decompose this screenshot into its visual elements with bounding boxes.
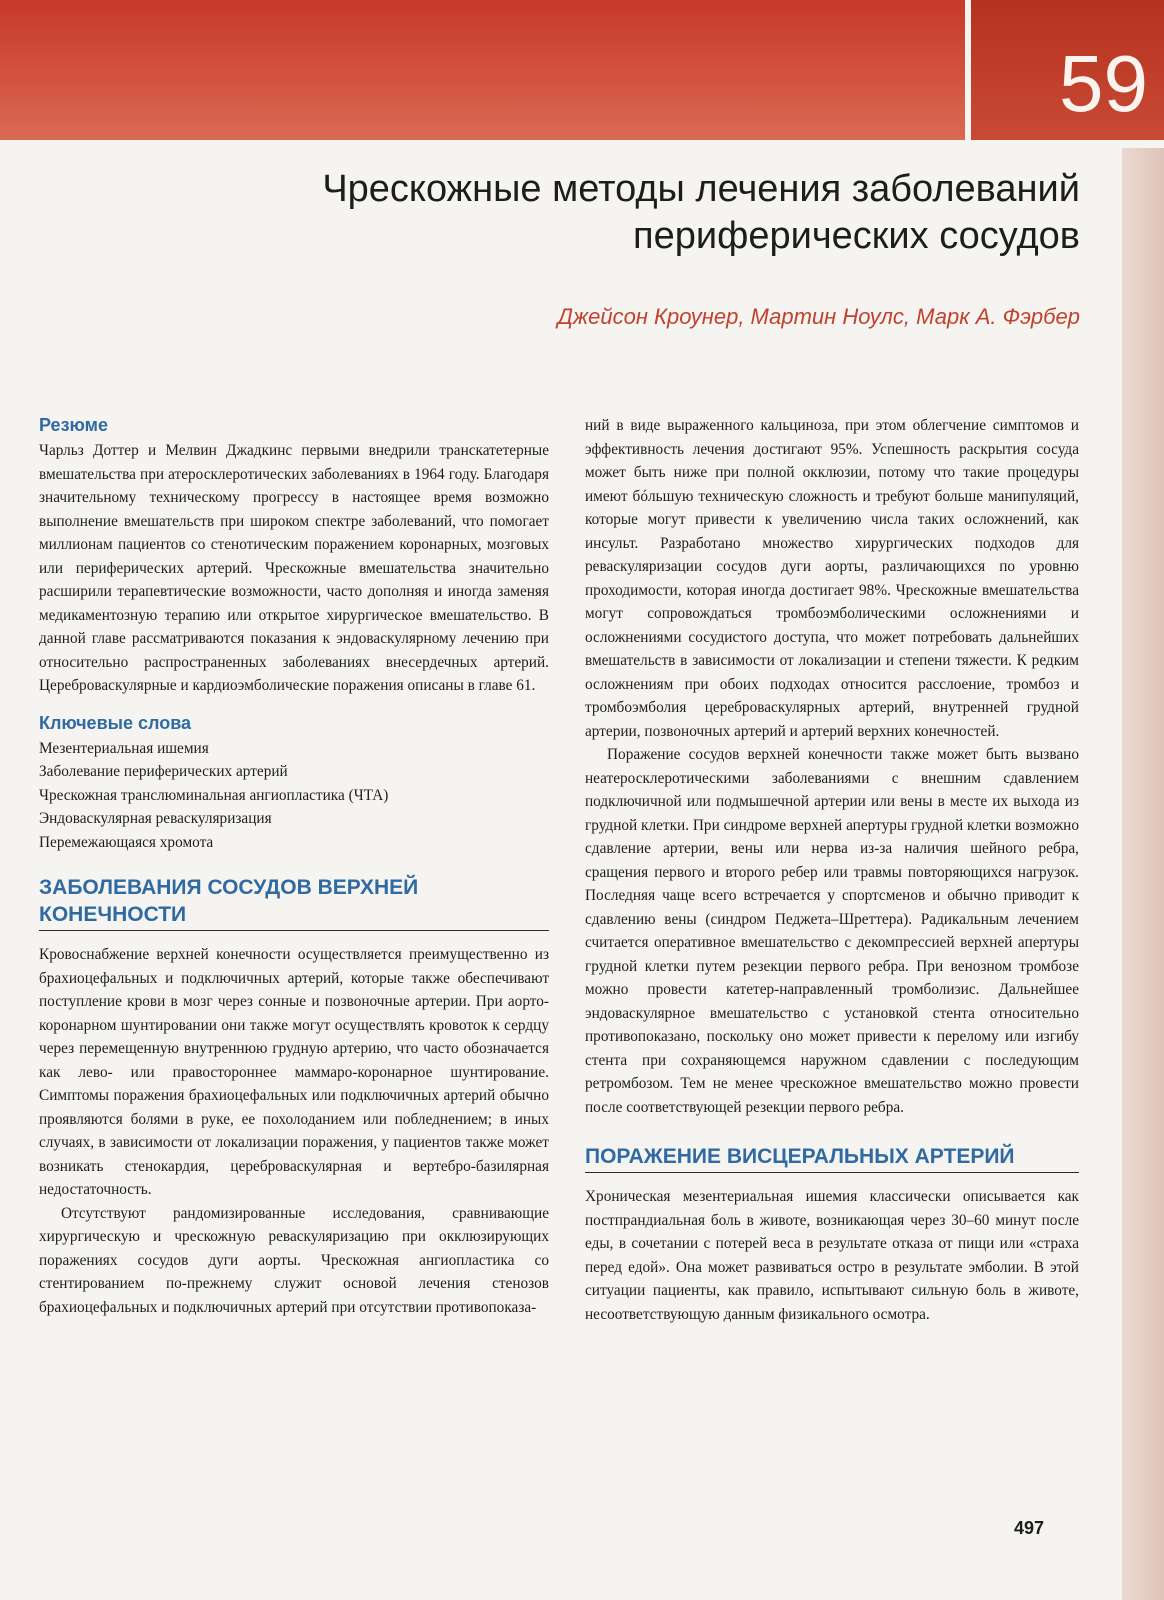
summary-heading: Резюме bbox=[39, 415, 108, 435]
section-paragraph: Кровоснабжение верхней конечности осуществляется преимущественно из брахиоцефальных и подключичных артерий, которые также обеспечивают поступление крови в мозг через сонные и позвоночные артерии. При аорто-коронарном шунтировании они также могут осуществлять кровоток к сердцу через перемещенную внутреннюю грудную артерию, что часто обозначается как лево- или правостороннее маммаро-коронарное шунтирование. Симптомы поражения брахиоцефальных или подключичных артерий обычно проявляются болями в руке, ее похолоданием или побледнением; в иных случаях, в зависимости от локализации поражения, у пациентов также может возникать стенокардия, цереброваскулярная и вертебро-базилярная недостаточность. bbox=[39, 946, 549, 1198]
section-paragraph: ний в виде выраженного кальциноза, при этом облегчение симптомов и эффективность лечения достигают 95%. Успешность раскрытия сосуда может быть ниже при полной окклюзии, потому что такие процедуры имеют бóльшую техническую сложность и требуют больше манипуляций, которые могут привести к увеличению числа таких осложнений, как инсульт. Разработано множество хирургических подходов для реваскуляризации сосудов дуги аорты, различающихся по уровню проходимости, которая иногда достигает 98%. Чрескожные вмешательства могут сопровождаться тромбоэмболическими осложнениями и осложнениями сосудистого доступа, что может потребовать дальнейших вмешательств в зависимости от локализации и степени тяжести. К редким осложнениям при обоих подходах относится расслоение, тромбоз и тромбоэмболия цереброваскулярных артерий, внутренней грудной артерии, позвоночных артерий и артерий верхних конечностей. bbox=[585, 417, 1079, 740]
keyword-item: Заболевание периферических артерий bbox=[39, 763, 288, 780]
keyword-item: Эндоваскулярная реваскуляризация bbox=[39, 810, 272, 827]
keywords-heading: Ключевые слова bbox=[39, 712, 192, 733]
header-band bbox=[0, 0, 965, 140]
right-column bbox=[585, 414, 1079, 1326]
chapter-title bbox=[150, 166, 1080, 260]
chapter-number: 59 bbox=[1059, 39, 1148, 128]
page-edge bbox=[1122, 148, 1164, 1600]
authors: Джейсон Кроунер, Мартин Ноулс, Марк А. Фэрбер bbox=[557, 304, 1080, 329]
keywords-list bbox=[39, 737, 549, 855]
keyword-item: Перемежающаяся хромота bbox=[39, 833, 214, 851]
section-paragraph: Отсутствуют рандомизированные исследования, сравнивающие хирургическую и чрескожную реваскуляризацию при окклюзирующих поражениях сосудов дуги аорты. Чрескожная ангиопластика со стентированием по-прежнему служит основой лечения стенозов брахиоцефальных и подключичных артерий при отсутствии противопоказа- bbox=[39, 1204, 549, 1316]
section-heading-upper-limb: ЗАБОЛЕВАНИЯ СОСУДОВ ВЕРХНЕЙ КОНЕЧНОСТИ bbox=[39, 874, 549, 931]
chapter-title-line2: периферических сосудов bbox=[633, 215, 1080, 257]
section-heading-visceral: ПОРАЖЕНИЕ ВИСЦЕРАЛЬНЫХ АРТЕРИЙ bbox=[585, 1143, 1079, 1173]
chapter-title-line1: Чрескожные методы лечения заболеваний bbox=[322, 168, 1080, 210]
section-paragraph: Поражение сосудов верхней конечности также может быть вызвано неатеросклеротическими заболеваниями с внешним сдавлением подключичной или подмышечной артерии или вены в месте их выхода из грудной клетки. При синдроме верхней апертуры грудной клетки возможно сдавление артерии, вены или нерва из-за наличия шейного ребра, сращения первого и второго ребер или травмы повторяющихся нагрузок. Последняя чаще всего встречается у спортсменов и обычно приводит к сдавлению вены (синдром Педжета–Шреттера). Радикальным лечением считается оперативное вмешательство с декомпрессией верхней апертуры грудной клетки путем резекции первого ребра. При венозном тромбозе можно провести катетер-направленный тромболизис. Дальнейшее эндоваскулярное вмешательство с установкой стента относительно противопоказано, поскольку оно может привести к перелому или изгибу стента при сохраняющемся наружном сдавлении с последующим ретромбозом. Тем не менее чрескожное вмешательство можно провести после соответствующей резекции первого ребра. bbox=[585, 746, 1079, 1116]
chapter-number-box bbox=[971, 0, 1164, 140]
left-column bbox=[39, 414, 549, 1319]
section-paragraph: Хроническая мезентериальная ишемия классически описывается как постпрандиальная боль в животе, возникающая через 30–60 минут после еды, в сочетании с потерей веса в результате отказа от пищи или «страха перед едой». Она может развиваться остро в результате эмболии. В этой ситуации пациенты, как правило, испытывают сильную боль в животе, несоответствующую данным физикального осмотра. bbox=[585, 1188, 1079, 1323]
summary-text: Чарльз Доттер и Мелвин Джадкинс первыми внедрили транскатетерные вмешательства при атеросклеротических заболеваниях в 1964 году. Благодаря значительному техническому прогрессу в настоящее время возможно выполнение вмешательств при широком спектре заболеваний, что помогает миллионам пациентов со стенотическим поражением коронарных, мозговых или периферических артерий. Чрескожные вмешательства значительно расширили терапевтические возможности, часто дополняя и иногда заменяя медикаментозную терапию или открытое хирургическое вмешательство. В данной главе рассматриваются показания к эндоваскулярному лечению при относительно распространенных заболеваниях внесердечных артерий. Цереброваскулярные и кардиоэмболические поражения описаны в главе 61. bbox=[39, 442, 549, 694]
page-number: 497 bbox=[1014, 1518, 1045, 1538]
keyword-item: Мезентериальная ишемия bbox=[39, 739, 209, 757]
keyword-item: Чрескожная транслюминальная ангиопластика (ЧТА) bbox=[39, 786, 389, 804]
